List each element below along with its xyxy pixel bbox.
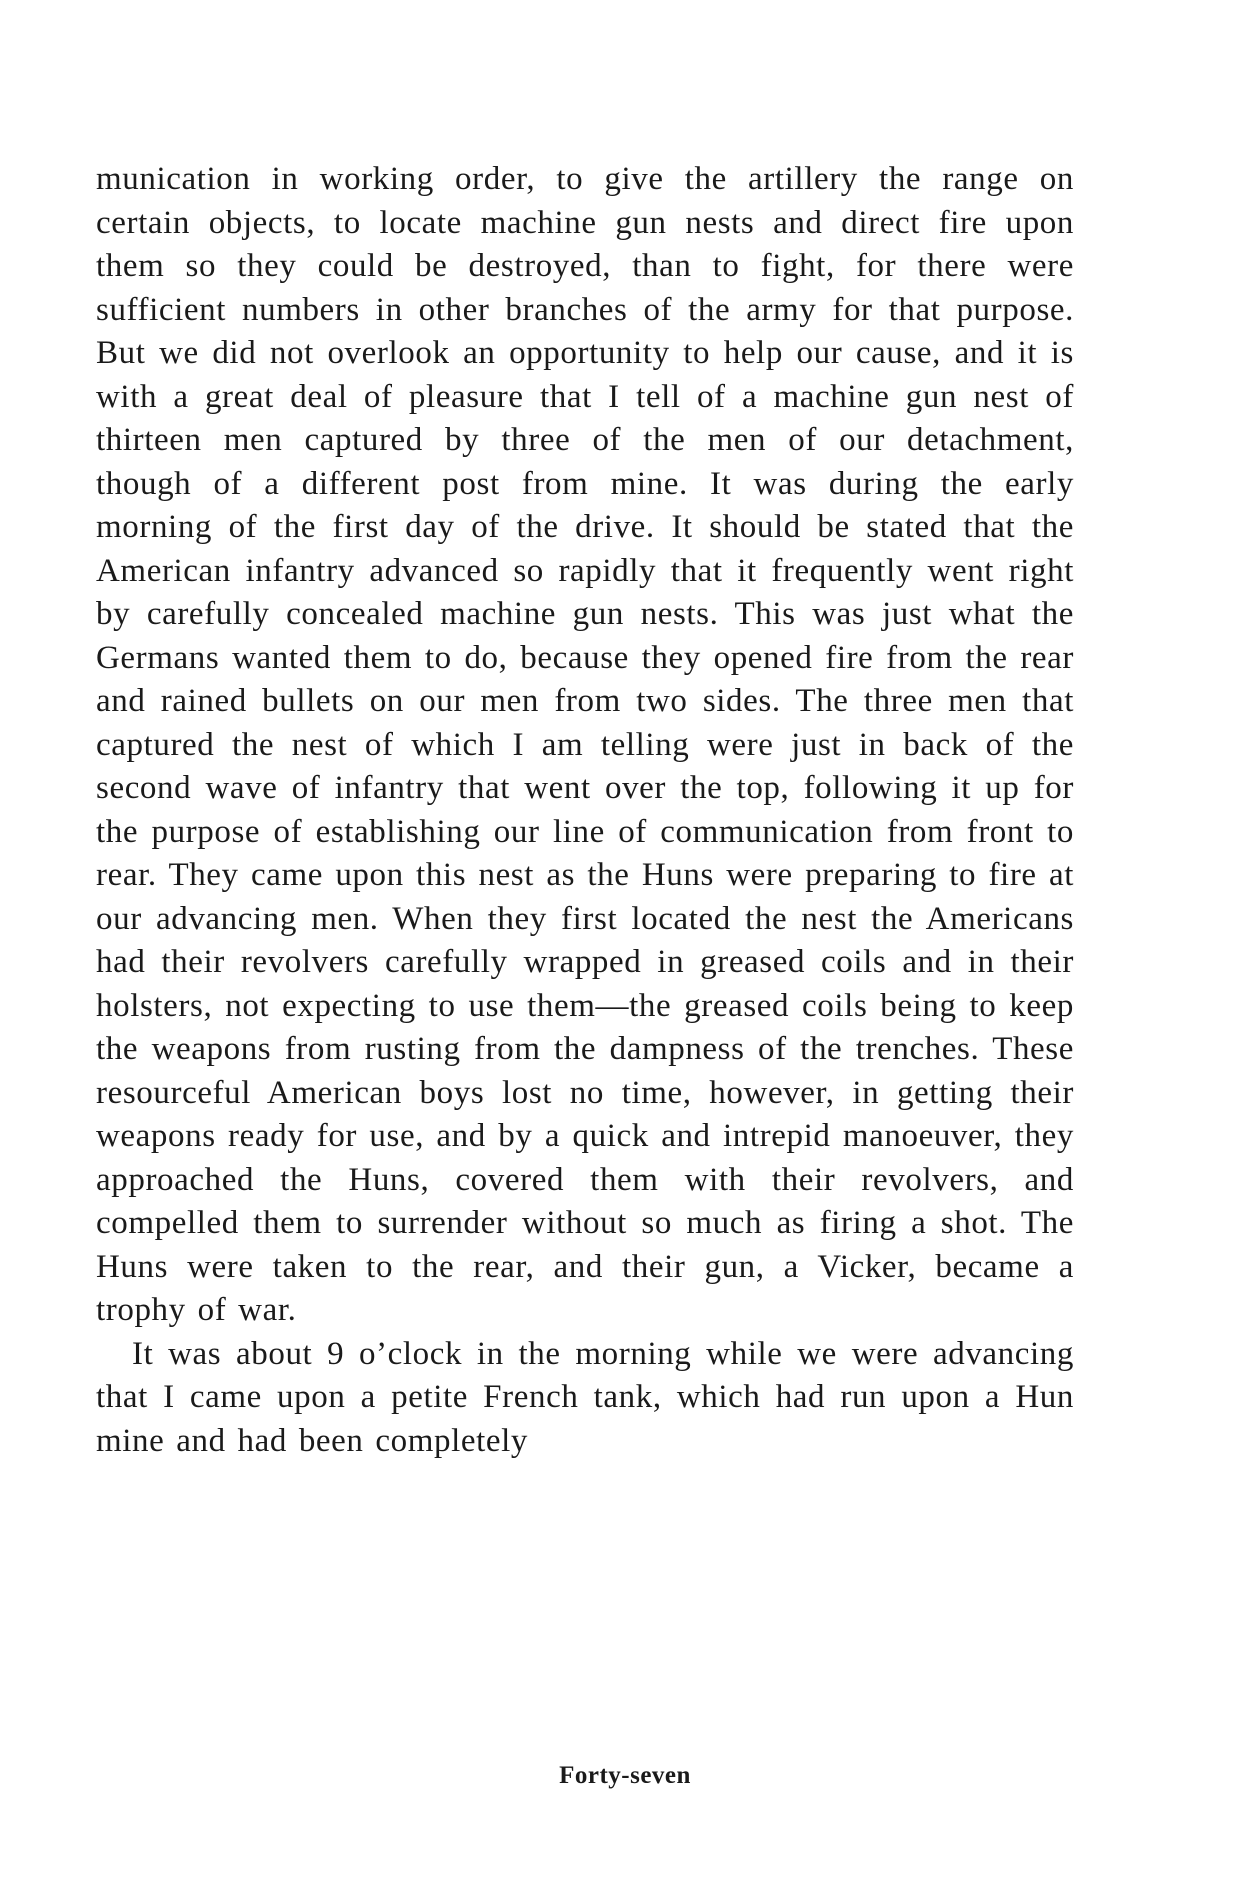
paragraph-2: It was about 9 o’clock in the morning while we were advancing that I came upon a petite French tank, which had run upon a Hun mine and had been completely bbox=[96, 1335, 1074, 1459]
paragraph-1: munication in working order, to give the artillery the range on certain objects, to locate machine gun nests and direct fire upon them so they could be destroyed, than to fight, for there were sufficient numbers in other branches of the army for that purpose. But we did not overlook an opportunity to help our cause, and it is with a great deal of pleasure that I tell of a machine gun nest of thirteen men captured by three of the men of our detachment, though of a different post from mine. It was during the early morning of the first day of the drive. It should be stated that the American infantry advanced so rapidly that it frequently went right by carefully concealed machine gun nests. This was just what the Germans wanted them to do, because they opened fire from the rear and rained bullets on our men from two sides. The three men that captured the nest of which I am telling were just in back of the second wave of infantry that went over the top, following it up for the purpose of establishing our line of communication from front to rear. They came upon this nest as the Huns were preparing to fire at our advancing men. When they first located the nest the Americans had their revolvers carefully wrapped in greased coils and in their holsters, not expecting to use them—the greased coils being to keep the weapons from rusting from the dampness of the trenches. These resourceful American boys lost no time, however, in getting their weapons ready for use, and by a quick and intrepid manoeuver, they approached the Huns, covered them with their revolvers, and compelled them to surrender without so much as firing a shot. The Huns were taken to the rear, and their gun, a Vicker, became a trophy of war. bbox=[96, 161, 1074, 1328]
page-number: Forty-seven bbox=[559, 1762, 691, 1789]
body-text bbox=[96, 158, 1074, 1463]
